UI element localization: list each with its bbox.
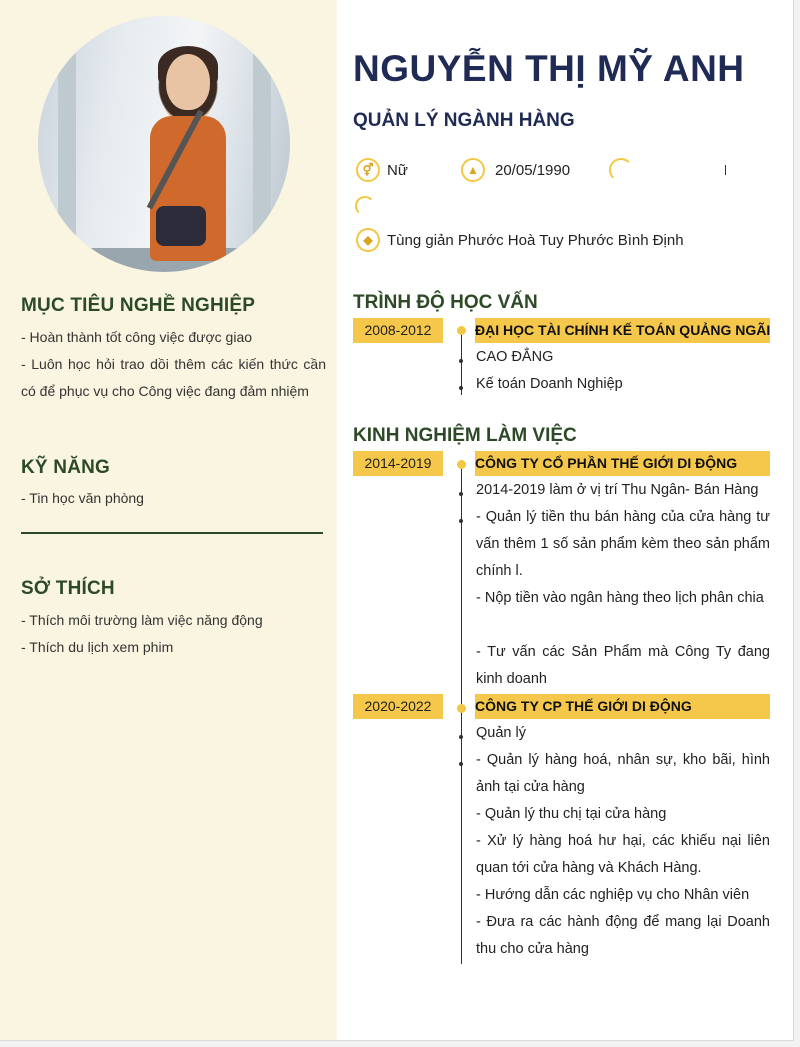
job-date: 2014-2019 <box>353 451 443 476</box>
timeline-dot <box>459 359 463 363</box>
profile-photo <box>38 16 290 272</box>
job-detail: 2014-2019 làm ở vị trí Thu Ngân- Bán Hàng <box>476 482 759 498</box>
skills-item: - Tin học văn phòng <box>21 490 144 506</box>
birthday-cake-icon: ▲ <box>461 158 485 182</box>
job-detail: - Hướng dẫn các nghiệp vụ cho Nhân viên <box>476 887 750 903</box>
job-title: QUẢN LÝ NGÀNH HÀNG <box>353 110 575 131</box>
phone-value-redacted <box>725 165 726 175</box>
job-detail: - Quản lý hàng hoá, nhân sự, kho bãi, hình ảnh tại cửa hàng <box>476 752 770 795</box>
sidebar <box>0 0 337 1040</box>
candidate-name: NGUYỄN THỊ MỸ ANH <box>353 48 745 89</box>
location-icon: ◆ <box>356 228 380 252</box>
photo-pillar <box>58 16 76 251</box>
photo-pillar <box>253 16 271 251</box>
job-detail: - Xử lý hàng hoá hư hại, các khiếu nại liên quan tới cửa hàng và Khách Hàng. <box>476 833 770 876</box>
education-heading: TRÌNH ĐỘ HỌC VẤN <box>353 292 538 313</box>
address-value: Tùng giản Phước Hoà Tuy Phước Bình Định <box>387 232 684 249</box>
objective-heading: MỤC TIÊU NGHỀ NGHIỆP <box>21 295 256 316</box>
skills-heading: KỸ NĂNG <box>21 457 111 478</box>
photo-face <box>166 54 210 110</box>
gender-value: Nữ <box>387 162 408 179</box>
education-date: 2008-2012 <box>353 318 443 343</box>
job-date: 2020-2022 <box>353 694 443 719</box>
timeline-dot <box>459 386 463 390</box>
email-icon <box>355 196 375 216</box>
hobbies-item: - Thích du lịch xem phim <box>21 639 174 655</box>
job-detail: Quản lý <box>476 725 526 741</box>
timeline-dot <box>459 735 463 739</box>
objective-item: - Hoàn thành tốt công việc được giao <box>21 329 253 345</box>
hobbies-item: - Thích môi trường làm việc năng động <box>21 612 263 628</box>
job-detail: - Quản lý tiền thu bán hàng của cửa hàng tư vấn thêm 1 số sản phẩm kèm theo sản phẩm chính l. <box>476 509 770 579</box>
education-detail: Kế toán Doanh Nghiệp <box>476 376 623 392</box>
timeline-dot <box>457 326 466 335</box>
timeline-dot <box>459 519 463 523</box>
job-detail: - Đưa ra các hành động để mang lại Doanh thu cho cửa hàng <box>476 914 770 957</box>
photo-bag <box>156 206 206 246</box>
timeline-dot <box>459 762 463 766</box>
education-school: ĐẠI HỌC TÀI CHÍNH KẾ TOÁN QUẢNG NGÃI <box>475 318 770 343</box>
timeline-dot <box>459 492 463 496</box>
sidebar-divider <box>21 532 323 534</box>
objective-item: - Luôn học hỏi trao dồi thêm các kiến thức cần có để phục vụ cho Công việc đang đảm nhiệm <box>21 356 326 399</box>
timeline-dot <box>457 460 466 469</box>
phone-icon <box>609 158 633 182</box>
job-company: CÔNG TY CỔ PHẦN THẾ GIỚI DI ĐỘNG <box>475 451 770 476</box>
job-company: CÔNG TY CP THẾ GIỚI DI ĐỘNG <box>475 694 770 719</box>
job-detail: - Tư vấn các Sản Phẩm mà Công Ty đang kinh doanh <box>476 644 770 687</box>
job-detail: - Nộp tiền vào ngân hàng theo lịch phân chia <box>476 590 764 606</box>
experience-heading: KINH NGHIỆM LÀM VIỆC <box>353 425 577 446</box>
experience-timeline <box>461 462 462 964</box>
birthdate-value: 20/05/1990 <box>495 162 571 179</box>
education-detail: CAO ĐẲNG <box>476 349 554 365</box>
job-detail: - Quản lý thu chị tại cửa hàng <box>476 806 667 822</box>
hobbies-heading: SỞ THÍCH <box>21 578 115 599</box>
gender-icon: ⚥ <box>356 158 380 182</box>
timeline-dot <box>457 704 466 713</box>
